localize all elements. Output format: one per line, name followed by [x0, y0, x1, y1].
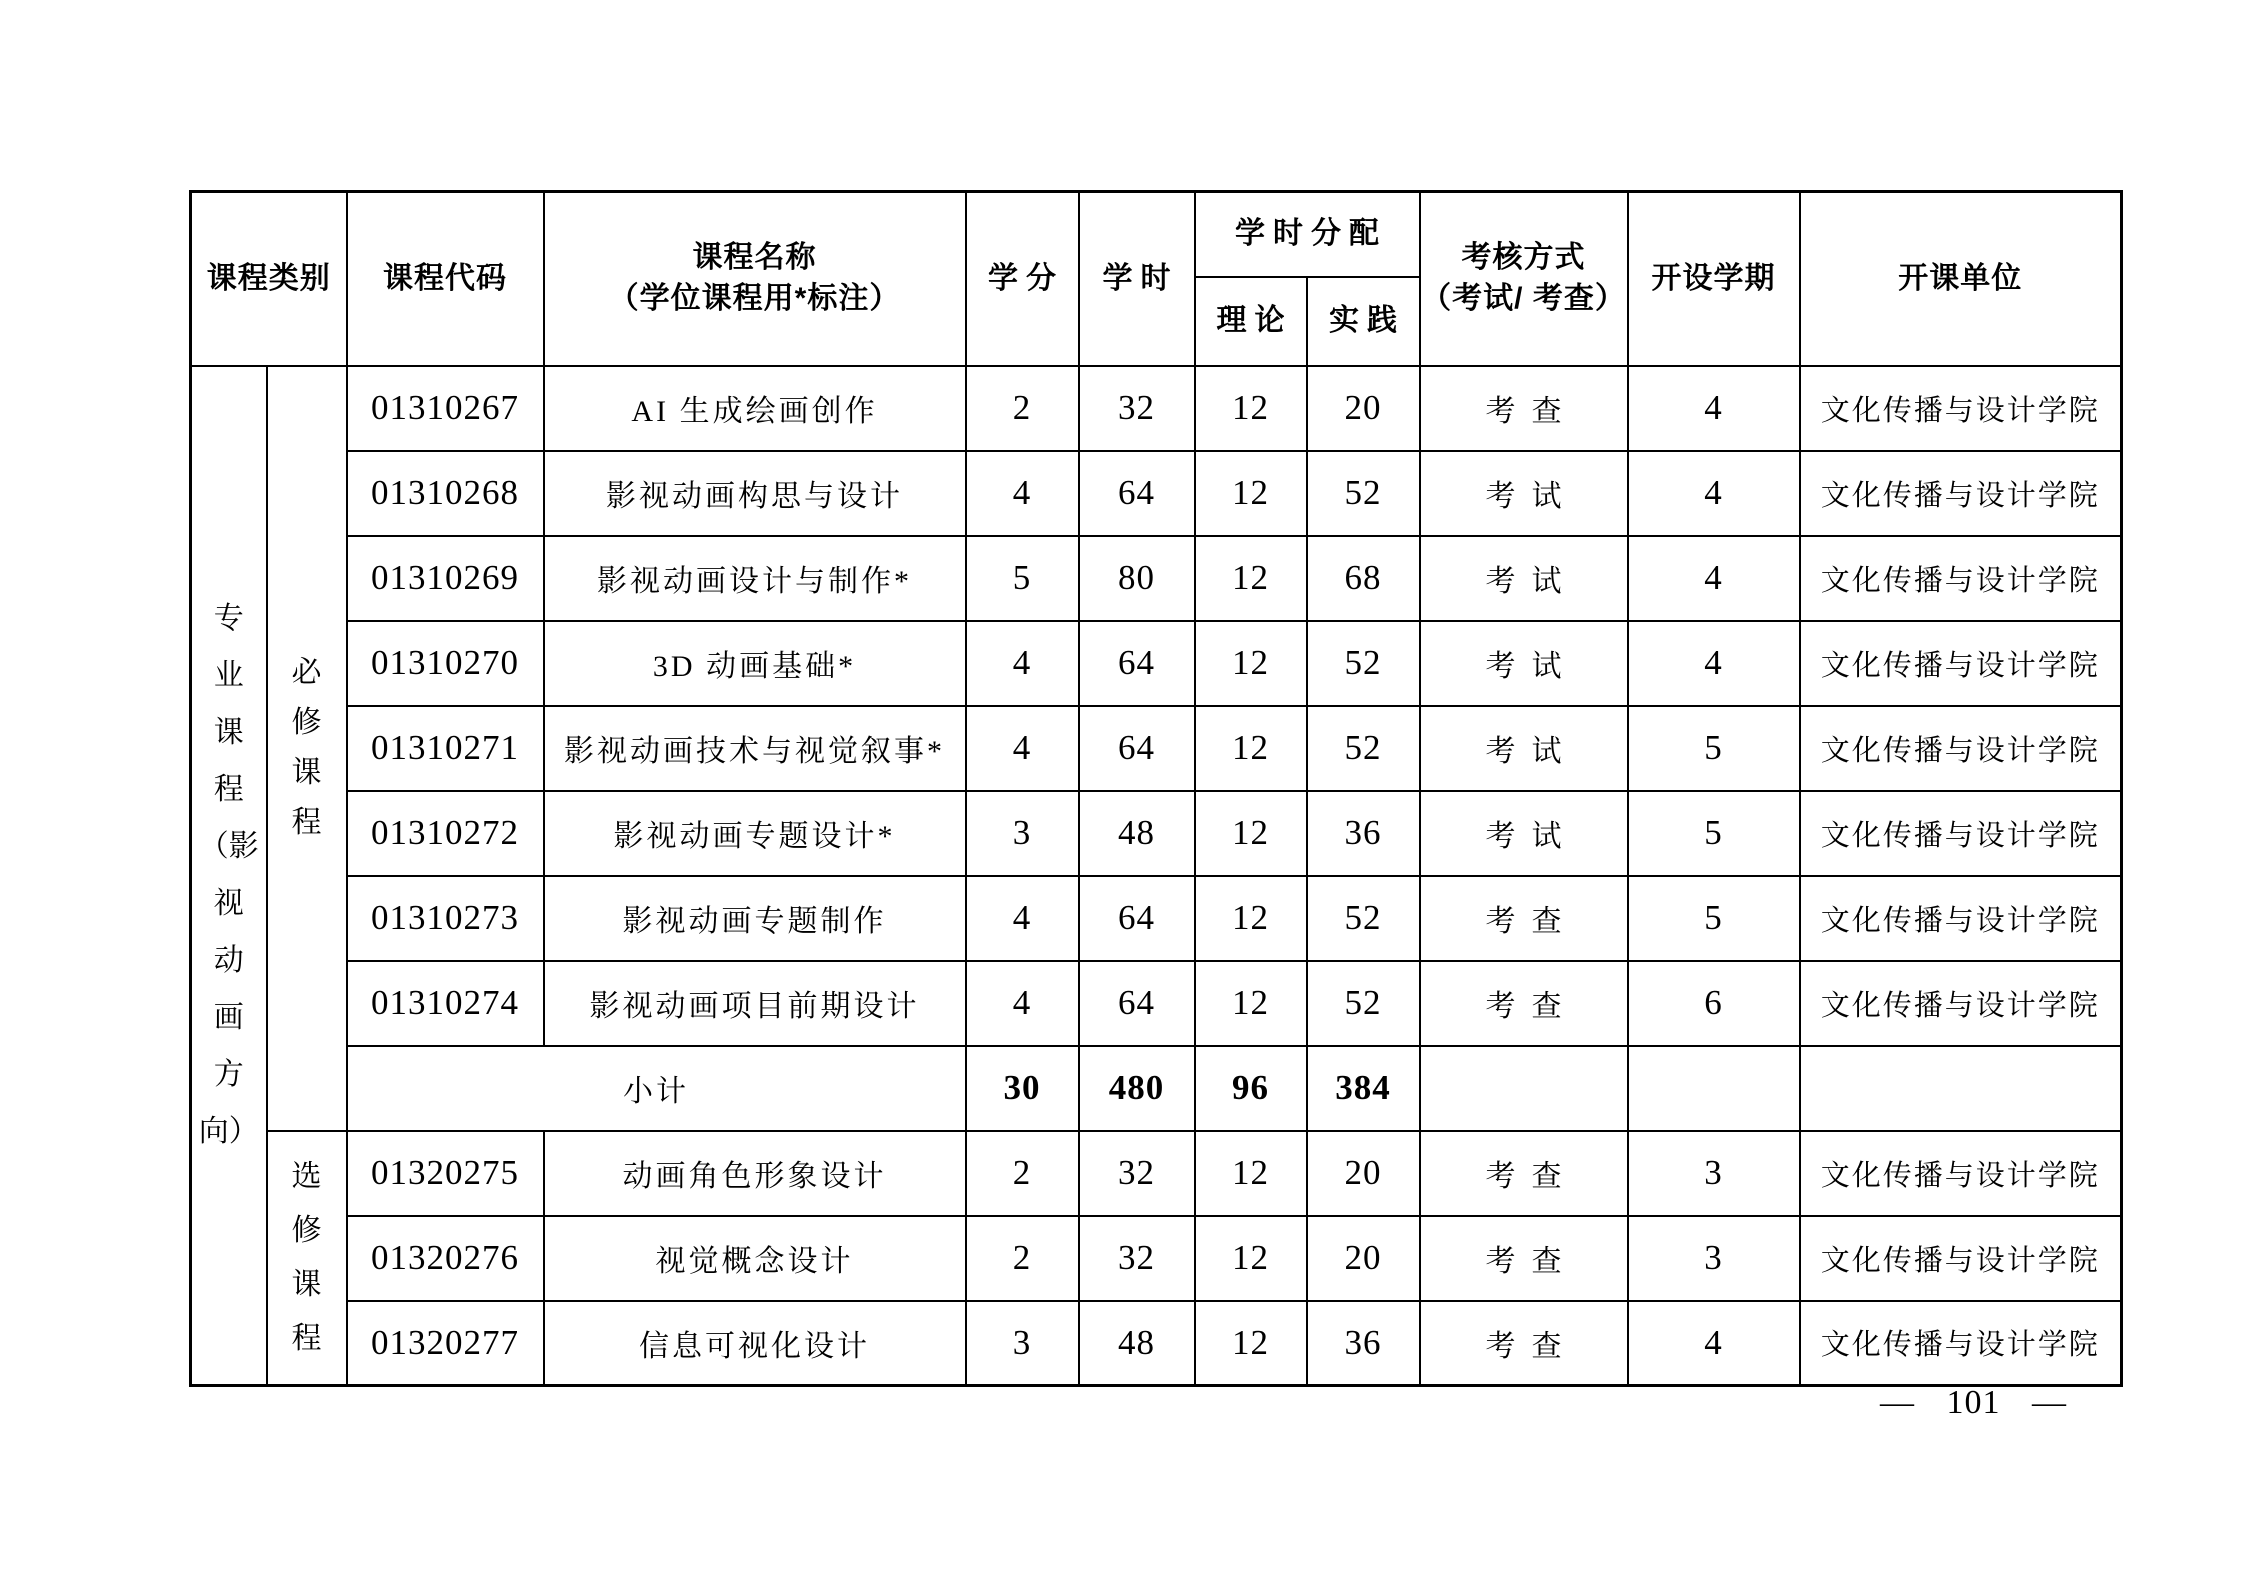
header-hours-allocation: 学时分配	[1195, 192, 1420, 277]
course-code-cell: 01310271	[347, 706, 544, 791]
curriculum-table	[189, 190, 2123, 1387]
group-required-vertical-text: 必 修 课 程	[291, 656, 322, 839]
assessment-cell: 考试	[1420, 791, 1628, 876]
course-code-cell: 01310273	[347, 876, 544, 961]
course-name-cell: 影视动画专题设计*	[544, 791, 966, 876]
unit-cell: 文化传播与设计学院	[1800, 366, 2122, 451]
credit-cell: 4	[966, 961, 1079, 1046]
hours-cell: 48	[1079, 791, 1195, 876]
practice-hours-cell: 36	[1307, 791, 1420, 876]
assessment-cell: 考查	[1420, 876, 1628, 961]
semester-cell: 5	[1628, 706, 1800, 791]
hours-cell: 32	[1079, 1216, 1195, 1301]
semester-cell: 4	[1628, 536, 1800, 621]
credit-cell: 2	[966, 1131, 1079, 1216]
credit-cell: 3	[966, 791, 1079, 876]
hours-cell: 48	[1079, 1301, 1195, 1386]
header-assessment-line1: 考核方式	[1461, 241, 1586, 275]
subtotal-assessment-cell	[1420, 1046, 1628, 1131]
table-row	[191, 876, 2122, 961]
unit-cell: 文化传播与设计学院	[1800, 621, 2122, 706]
unit-cell: 文化传播与设计学院	[1800, 1301, 2122, 1386]
assessment-cell: 考查	[1420, 1131, 1628, 1216]
table-row	[191, 621, 2122, 706]
hours-cell: 64	[1079, 706, 1195, 791]
course-code-cell: 01310269	[347, 536, 544, 621]
header-course-name-line2: （学位课程用*标注）	[608, 281, 901, 315]
practice-hours-cell: 20	[1307, 1216, 1420, 1301]
practice-hours-cell: 36	[1307, 1301, 1420, 1386]
assessment-cell: 考试	[1420, 536, 1628, 621]
header-practice: 实践	[1307, 277, 1420, 366]
semester-cell: 3	[1628, 1216, 1800, 1301]
course-code-cell: 01310272	[347, 791, 544, 876]
course-name-cell: 影视动画构思与设计	[544, 451, 966, 536]
table-row	[191, 1216, 2122, 1301]
table-row	[191, 791, 2122, 876]
subtotal-practice-cell: 384	[1307, 1046, 1420, 1131]
header-semester: 开设学期	[1628, 192, 1800, 366]
course-name-cell: 视觉概念设计	[544, 1216, 966, 1301]
hours-cell: 64	[1079, 961, 1195, 1046]
unit-cell: 文化传播与设计学院	[1800, 876, 2122, 961]
category-label-cell	[191, 366, 267, 1386]
theory-hours-cell: 12	[1195, 961, 1307, 1046]
practice-hours-cell: 52	[1307, 961, 1420, 1046]
theory-hours-cell: 12	[1195, 451, 1307, 536]
course-name-cell: 影视动画专题制作	[544, 876, 966, 961]
table-row	[191, 1301, 2122, 1386]
assessment-cell: 考试	[1420, 621, 1628, 706]
semester-cell: 6	[1628, 961, 1800, 1046]
course-name-cell: 影视动画设计与制作*	[544, 536, 966, 621]
assessment-cell: 考试	[1420, 451, 1628, 536]
group-elective-vertical-text: 选 修 课 程	[291, 1159, 322, 1355]
theory-hours-cell: 12	[1195, 1131, 1307, 1216]
group-elective-cell	[267, 1131, 347, 1386]
semester-cell: 3	[1628, 1131, 1800, 1216]
table-row	[191, 961, 2122, 1046]
subtotal-label-cell: 小计	[347, 1046, 966, 1131]
credit-cell: 3	[966, 1301, 1079, 1386]
practice-hours-cell: 20	[1307, 366, 1420, 451]
header-hours: 学时	[1079, 192, 1195, 366]
practice-hours-cell: 52	[1307, 621, 1420, 706]
course-code-cell: 01310267	[347, 366, 544, 451]
theory-hours-cell: 12	[1195, 366, 1307, 451]
theory-hours-cell: 12	[1195, 1301, 1307, 1386]
hours-cell: 64	[1079, 451, 1195, 536]
assessment-cell: 考试	[1420, 706, 1628, 791]
theory-hours-cell: 12	[1195, 791, 1307, 876]
semester-cell: 4	[1628, 1301, 1800, 1386]
unit-cell: 文化传播与设计学院	[1800, 706, 2122, 791]
practice-hours-cell: 52	[1307, 706, 1420, 791]
header-course-name	[544, 192, 966, 366]
header-row-1	[191, 192, 2122, 277]
subtotal-unit-cell	[1800, 1046, 2122, 1131]
theory-hours-cell: 12	[1195, 876, 1307, 961]
header-assessment-line2: （考试/ 考查）	[1421, 281, 1626, 315]
course-code-cell: 01310274	[347, 961, 544, 1046]
course-code-cell: 01310268	[347, 451, 544, 536]
credit-cell: 4	[966, 706, 1079, 791]
hours-cell: 32	[1079, 366, 1195, 451]
table-row	[191, 366, 2122, 451]
semester-cell: 4	[1628, 451, 1800, 536]
theory-hours-cell: 12	[1195, 706, 1307, 791]
course-name-cell: 动画角色形象设计	[544, 1131, 966, 1216]
subtotal-theory-cell: 96	[1195, 1046, 1307, 1131]
subtotal-row	[191, 1046, 2122, 1131]
semester-cell: 4	[1628, 621, 1800, 706]
header-theory: 理论	[1195, 277, 1307, 366]
credit-cell: 5	[966, 536, 1079, 621]
unit-cell: 文化传播与设计学院	[1800, 1216, 2122, 1301]
assessment-cell: 考查	[1420, 366, 1628, 451]
assessment-cell: 考查	[1420, 961, 1628, 1046]
semester-cell: 4	[1628, 366, 1800, 451]
group-required-cell	[267, 366, 347, 1131]
unit-cell: 文化传播与设计学院	[1800, 451, 2122, 536]
theory-hours-cell: 12	[1195, 536, 1307, 621]
credit-cell: 2	[966, 1216, 1079, 1301]
practice-hours-cell: 52	[1307, 451, 1420, 536]
subtotal-hours-cell: 480	[1079, 1046, 1195, 1131]
course-name-cell: 3D 动画基础*	[544, 621, 966, 706]
credit-cell: 2	[966, 366, 1079, 451]
assessment-cell: 考查	[1420, 1301, 1628, 1386]
header-assessment	[1420, 192, 1628, 366]
category-vertical-text: 专 业 课 程 （影 视 动 画 方 向）	[198, 602, 259, 1149]
course-name-cell: AI 生成绘画创作	[544, 366, 966, 451]
unit-cell: 文化传播与设计学院	[1800, 1131, 2122, 1216]
header-unit: 开课单位	[1800, 192, 2122, 366]
hours-cell: 64	[1079, 621, 1195, 706]
header-credit: 学分	[966, 192, 1079, 366]
course-code-cell: 01320276	[347, 1216, 544, 1301]
header-category: 课程类别	[191, 192, 347, 366]
theory-hours-cell: 12	[1195, 621, 1307, 706]
semester-cell: 5	[1628, 791, 1800, 876]
course-name-cell: 信息可视化设计	[544, 1301, 966, 1386]
hours-cell: 64	[1079, 876, 1195, 961]
header-course-name-line1: 课程名称	[692, 241, 817, 275]
practice-hours-cell: 52	[1307, 876, 1420, 961]
assessment-cell: 考查	[1420, 1216, 1628, 1301]
course-code-cell: 01320277	[347, 1301, 544, 1386]
theory-hours-cell: 12	[1195, 1216, 1307, 1301]
hours-cell: 32	[1079, 1131, 1195, 1216]
semester-cell: 5	[1628, 876, 1800, 961]
course-code-cell: 01310270	[347, 621, 544, 706]
table-row	[191, 451, 2122, 536]
course-name-cell: 影视动画项目前期设计	[544, 961, 966, 1046]
page-number: — 101 —	[1880, 1384, 2067, 1421]
subtotal-semester-cell	[1628, 1046, 1800, 1131]
table-row	[191, 1131, 2122, 1216]
credit-cell: 4	[966, 451, 1079, 536]
subtotal-credit-cell: 30	[966, 1046, 1079, 1131]
practice-hours-cell: 20	[1307, 1131, 1420, 1216]
practice-hours-cell: 68	[1307, 536, 1420, 621]
unit-cell: 文化传播与设计学院	[1800, 536, 2122, 621]
unit-cell: 文化传播与设计学院	[1800, 961, 2122, 1046]
unit-cell: 文化传播与设计学院	[1800, 791, 2122, 876]
course-name-cell: 影视动画技术与视觉叙事*	[544, 706, 966, 791]
credit-cell: 4	[966, 876, 1079, 961]
credit-cell: 4	[966, 621, 1079, 706]
hours-cell: 80	[1079, 536, 1195, 621]
table-row	[191, 536, 2122, 621]
table-row	[191, 706, 2122, 791]
header-course-code: 课程代码	[347, 192, 544, 366]
course-code-cell: 01320275	[347, 1131, 544, 1216]
